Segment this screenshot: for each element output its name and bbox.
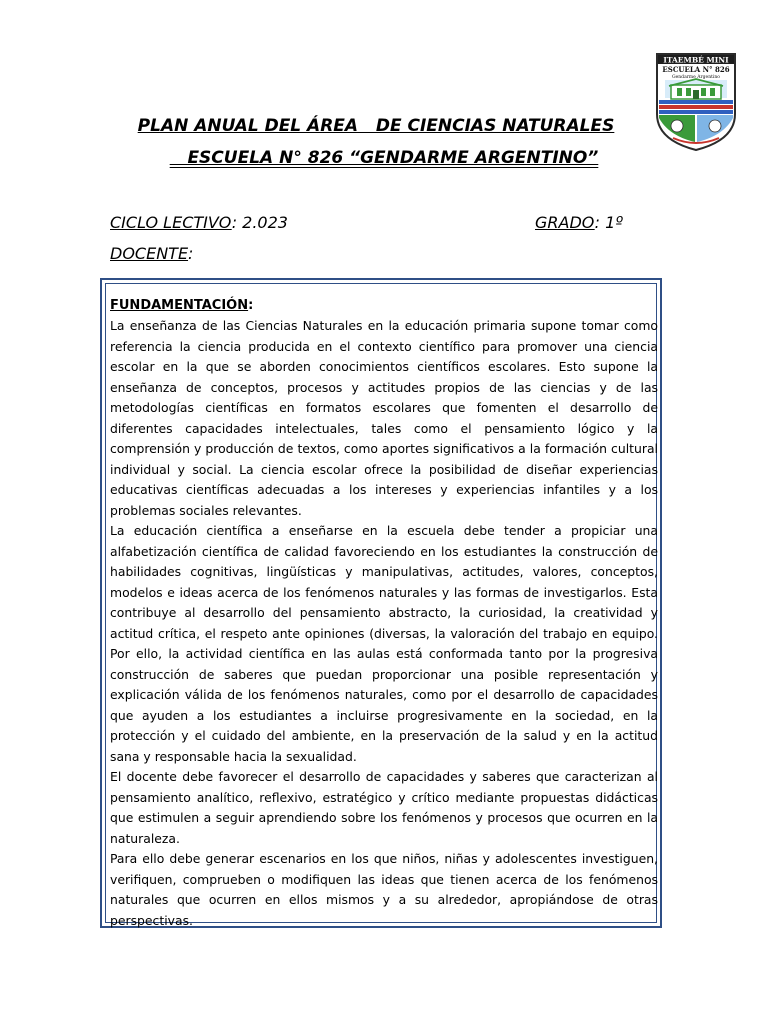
logo-subtitle-text: Gendarme Argentino [672,75,720,80]
paragraph: El docente debe favorecer el desarrollo de capacidades y saberes que caracterizan al pensamiento analítico, reflexivo, estratégico y crítico mediante propuestas didácticas que estimulen a seguir aprendiendo sobre los fenómenos y procesos que ocurren en la naturaleza. [110,769,658,846]
docente-field [110,244,193,263]
paragraph: Para ello debe generar escenarios en los que niños, niñas y adolescentes investiguen, verifiquen, comprueben o modifiquen las ideas que tienen acerca de los fenómenos naturales que ocurren en ellos mismos y a su alrededor, apropiándose de otras perspectivas. [110,851,658,928]
grado-label: GRADO [535,213,595,232]
docente-value: : [188,244,194,263]
docente-label: DOCENTE [110,244,189,263]
grado-field [535,213,623,232]
school-name-title: ESCUELA N° 826 “GENDARME ARGENTINO” [169,148,599,168]
fundamentacion-heading-colon: : [248,298,254,313]
fundamentacion-heading [110,296,658,316]
logo-school-text: ESCUELA N° 826 [662,65,730,74]
document-title: PLAN ANUAL DEL ÁREA DE CIENCIAS NATURALES [137,116,615,136]
fundamentacion-section [110,296,658,931]
grado-value: : 1º [594,213,623,232]
paragraph: La educación científica a enseñarse en la escuela debe tender a propiciar una alfabetización científica de calidad favoreciendo en los estudiantes la construcción de habilidades cognitivas, lingüísticas y manipulativas, actitudes, valores, conceptos, modelos e ideas acerca de los fenómenos naturales y las formas de investigarlos. Esta contribuye al desarrollo del pensamiento abstracto, la curiosidad, la creatividad y actitud crítica, el respeto ante opiniones (diversas, la valoración del trabajo en equipo. Por ello, la actividad científica en las aulas está conformada tanto por la progresiva construcción de saberes que puedan proporcionar una posible representación y explicación válida de los fenómenos naturales, como por el desarrollo de capacidades que ayuden a los estudiantes a incluirse progresivamente en la sociedad, en la protección y el cuidado del ambiente, en la preservación de la salud y en la actitud sana y responsable hacia la sexualidad. [110,523,658,764]
logo-top-text: ITAEMBÉ MINI [663,55,729,65]
ciclo-lectivo-label: CICLO LECTIVO [110,213,232,232]
ciclo-lectivo-value: : 2.023 [231,213,288,232]
fundamentacion-heading-text: FUNDAMENTACIÓN [110,298,249,313]
logo-flag-stripes [659,100,733,104]
ciclo-lectivo-field [110,213,288,232]
school-logo [655,52,737,152]
paragraph: La enseñanza de las Ciencias Naturales en la educación primaria supone tomar como referencia la ciencia producida en el contexto científico para promover una ciencia escolar en la que se aborden conocimientos científicos escolares. Esto supone la enseñanza de conceptos, procesos y actitudes propios de las ciencias y de las metodologías científicas en formatos escolares que fomenten el desarrollo de diferentes capacidades intelectuales, tales como el pensamiento lógico y la comprensión y producción de textos, como aportes significativos a la formación cultural individual y social. La ciencia escolar ofrece la posibilidad de diseñar experiencias educativas científicas adecuadas a los intereses y experiencias infantiles y a los problemas sociales relevantes. [110,318,658,518]
